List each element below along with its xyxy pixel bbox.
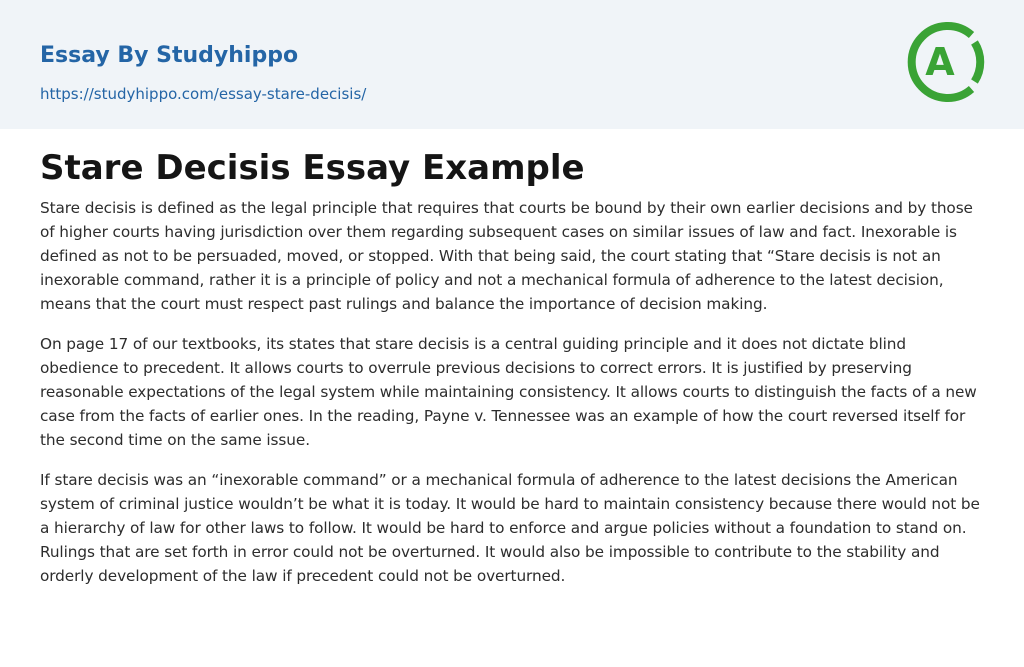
essay-url-link[interactable]: https://studyhippo.com/essay-stare-decisis/ bbox=[40, 85, 367, 103]
page-title: Stare Decisis Essay Example bbox=[40, 148, 585, 188]
essay-paragraph: On page 17 of our textbooks, its states that stare decisis is a central guiding principle and it does not dictate blind obedience to precedent. It allows courts to overrule previous decisions to correct errors. It is justified by preserving reasonable expectations of the legal system while maintaining consistency. It allows courts to distinguish the facts of a new case from the facts of earlier ones. In the reading, Payne v. Tennessee was an example of how the court reversed itself for the second time on the same issue. bbox=[40, 335, 977, 449]
essay-paragraph: Stare decisis is defined as the legal principle that requires that courts be bound by their own earlier decisions and by those of higher courts having jurisdiction over them regarding subsequent cases on similar issues of law and fact. Inexorable is defined as not to be persuaded, moved, or stopped. With that being said, the court stating that “Stare decisis is not an inexorable command, rather it is a principle of policy and not a mechanical formula of adherence to the latest decision, means that the court must respect past rulings and balance the importance of decision making. bbox=[40, 199, 973, 313]
site-header bbox=[0, 0, 1024, 129]
article bbox=[40, 146, 984, 604]
logo-letter: A bbox=[925, 40, 955, 84]
essay-paragraph: If stare decisis was an “inexorable command” or a mechanical formula of adherence to the latest decisions the American system of criminal justice wouldn’t be what it is today. It would be hard to maintain consistency because there would not be a hierarchy of law for other laws to follow. It would be hard to enforce and argue policies without a foundation to stand on. Rulings that are set forth in error could not be overturned. It would also be impossible to contribute to the stability and orderly development of the law if precedent could not be overturned. bbox=[40, 471, 980, 585]
studyhippo-logo-icon[interactable] bbox=[900, 18, 988, 106]
site-brand-title[interactable]: Essay By Studyhippo bbox=[40, 43, 299, 68]
